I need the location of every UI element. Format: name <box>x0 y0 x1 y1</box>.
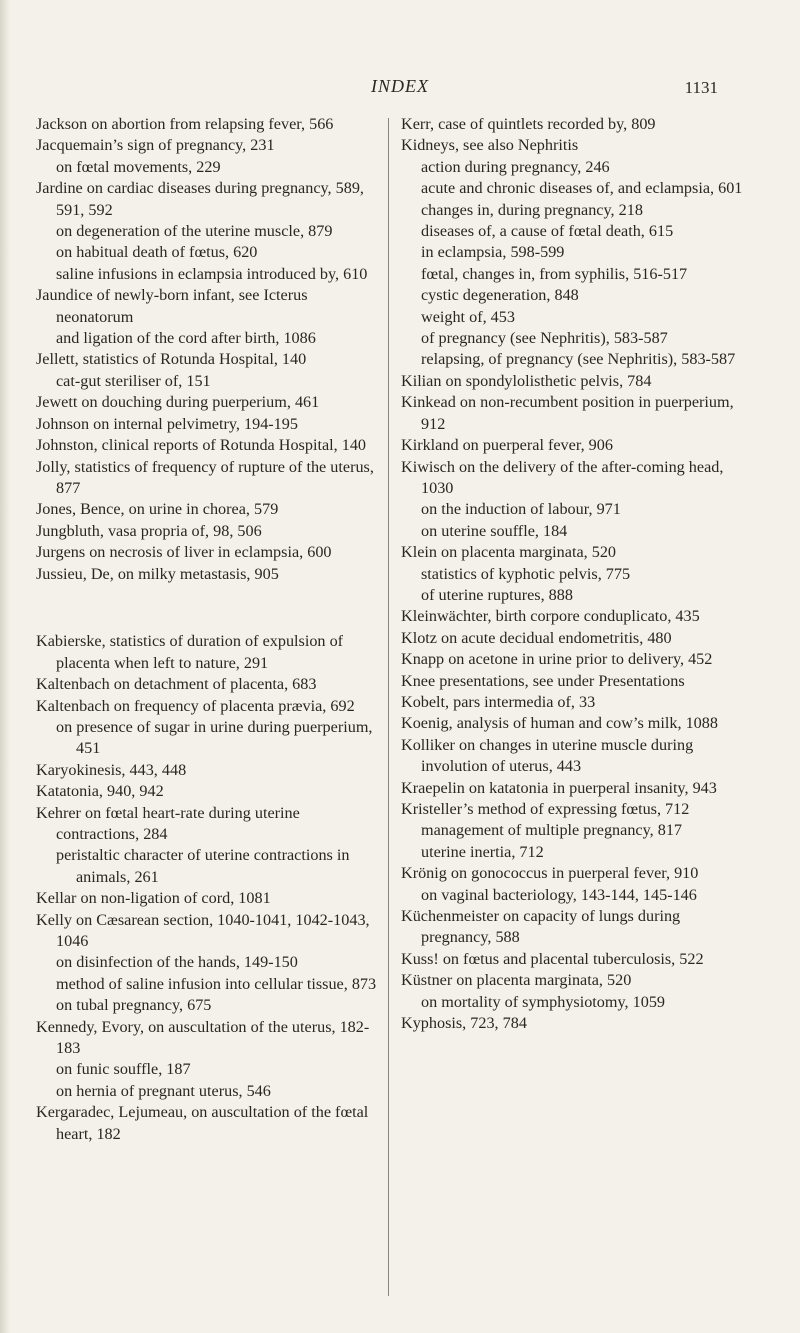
index-entry: Kidneys, see also Nephritis <box>401 136 579 155</box>
index-entry: Kennedy, Evory, on auscultation of the uterus, 182-183 <box>36 1017 370 1058</box>
index-entry: Karyokinesis, 443, 448 <box>36 760 187 779</box>
index-subentry: peristaltic character of uterine contractions in animals, 261 <box>56 846 350 886</box>
index-entry: Krönig on gonococcus in puerperal fever, 910 <box>401 864 699 883</box>
running-head: INDEX <box>371 76 429 96</box>
index-entry: Knapp on acetone in urine prior to delivery, 452 <box>401 650 713 669</box>
index-subentry: uterine inertia, 712 <box>421 842 544 861</box>
page-number: 1131 <box>684 78 718 97</box>
index-subentry: weight of, 453 <box>421 307 515 326</box>
index-entry: Katatonia, 940, 942 <box>36 782 164 801</box>
index-subentry: relapsing, of pregnancy (see Nephritis), 583-587 <box>421 350 736 369</box>
index-entry: Johnston, clinical reports of Rotunda Hospital, 140 <box>36 436 367 455</box>
index-subentry: on mortality of symphysiotomy, 1059 <box>421 992 666 1011</box>
index-subentry: on fœtal movements, 229 <box>56 157 221 176</box>
index-subentry: cystic degeneration, 848 <box>421 286 579 305</box>
index-subentry: action during pregnancy, 246 <box>421 157 610 176</box>
index-entry: Klein on placenta marginata, 520 <box>401 543 617 562</box>
column-divider <box>388 118 389 1296</box>
page-edge-shadow <box>0 0 10 1333</box>
index-subentry: on funic souffle, 187 <box>56 1060 191 1079</box>
index-subentry: method of saline infusion into cellular tissue, 873 <box>56 974 377 993</box>
index-subentry: on presence of sugar in urine during puerperium, 451 <box>56 717 373 758</box>
index-entry: Kilian on spondylolisthetic pelvis, 784 <box>401 371 652 390</box>
index-subentry: saline infusions in eclampsia introduced by, 610 <box>56 264 368 283</box>
index-entry: Jurgens on necrosis of liver in eclampsia, 600 <box>36 543 332 562</box>
index-subentry: statistics of kyphotic pelvis, 775 <box>421 564 631 583</box>
index-entry: Kaltenbach on detachment of placenta, 683 <box>36 675 317 694</box>
index-entry: Knee presentations, see under Presentations <box>401 671 685 690</box>
index-subentry: of pregnancy (see Nephritis), 583-587 <box>421 329 668 348</box>
index-column-right <box>401 114 753 1034</box>
index-entry: Kellar on non-ligation of cord, 1081 <box>36 889 271 908</box>
index-entry: Koenig, analysis of human and cow’s milk, 1088 <box>401 714 718 733</box>
index-entry: Jellett, statistics of Rotunda Hospital, 140 <box>36 350 307 369</box>
index-subentry: acute and chronic diseases of, and eclampsia, 601 <box>421 179 743 198</box>
index-subentry: management of multiple pregnancy, 817 <box>421 821 683 840</box>
index-entry: Jolly, statistics of frequency of rupture of the uterus, 877 <box>36 457 374 497</box>
index-subentry: on tubal pregnancy, 675 <box>56 996 212 1015</box>
index-entry: Küchenmeister on capacity of lungs during pregnancy, 588 <box>401 907 681 947</box>
index-entry: Kabierske, statistics of duration of expulsion of placenta when left to nature, 291 <box>36 632 344 672</box>
index-entry: Jussieu, De, on milky metastasis, 905 <box>36 564 279 583</box>
index-entry: Kehrer on fœtal heart-rate during uterine contractions, 284 <box>36 803 300 843</box>
index-entry: Kaltenbach on frequency of placenta prævia, 692 <box>36 696 355 715</box>
index-entry: Kirkland on puerperal fever, 906 <box>401 436 613 455</box>
index-entry: Küstner on placenta marginata, 520 <box>401 971 632 990</box>
index-subentry: fœtal, changes in, from syphilis, 516-517 <box>421 264 688 283</box>
page-header <box>0 76 800 100</box>
index-subentry: in eclampsia, 598-599 <box>421 243 565 262</box>
index-entry: Jackson on abortion from relapsing fever, 566 <box>36 115 334 133</box>
index-entry: Jewett on douching during puerperium, 461 <box>36 393 320 412</box>
index-subentry: changes in, during pregnancy, 218 <box>421 200 643 219</box>
letter-section-gap <box>36 601 381 615</box>
index-subentry: and ligation of the cord after birth, 1086 <box>56 329 316 348</box>
index-entry: Kobelt, pars intermedia of, 33 <box>401 692 596 711</box>
index-subentry: on disinfection of the hands, 149-150 <box>56 953 298 972</box>
index-subentry: on the induction of labour, 971 <box>421 500 621 519</box>
index-subentry: diseases of, a cause of fœtal death, 615 <box>421 222 674 241</box>
index-entry: Jungbluth, vasa propria of, 98, 506 <box>36 521 262 540</box>
index-column-left <box>36 114 381 1145</box>
index-entry: Johnson on internal pelvimetry, 194-195 <box>36 414 298 433</box>
index-entry: Jaundice of newly-born infant, see Icterus neonatorum <box>36 286 308 326</box>
index-entry: Klotz on acute decidual endometritis, 480 <box>401 628 672 647</box>
index-entry: Jones, Bence, on urine in chorea, 579 <box>36 500 279 519</box>
index-entry: Kerr, case of quintlets recorded by, 809 <box>401 115 656 133</box>
index-subentry: on vaginal bacteriology, 143-144, 145-146 <box>421 885 697 904</box>
index-subentry: cat-gut steriliser of, 151 <box>56 371 211 390</box>
index-entry: Kyphosis, 723, 784 <box>401 1014 527 1033</box>
index-entry: Kolliker on changes in uterine muscle during involution of uterus, 443 <box>401 735 694 776</box>
index-entry: Kelly on Cæsarean section, 1040-1041, 1042-1043, 1046 <box>36 910 370 950</box>
index-entry: Jacquemain’s sign of pregnancy, 231 <box>36 136 275 155</box>
index-entry: Jardine on cardiac diseases during pregnancy, 589, 591, 592 <box>36 179 364 219</box>
index-entry: Kiwisch on the delivery of the after-coming head, 1030 <box>401 457 724 497</box>
index-entry: Kristeller’s method of expressing fœtus, 712 <box>401 800 690 818</box>
index-subentry: on habitual death of fœtus, 620 <box>56 243 258 262</box>
index-entry: Kraepelin on katatonia in puerperal insanity, 943 <box>401 778 717 797</box>
index-entry: Kleinwächter, birth corpore conduplicato, 435 <box>401 607 700 626</box>
index-entry: Kergaradec, Lejumeau, on auscultation of the fœtal heart, 182 <box>36 1103 369 1143</box>
index-subentry: on degeneration of the uterine muscle, 879 <box>56 222 333 241</box>
index-entry: Kuss! on fœtus and placental tuberculosis, 522 <box>401 949 704 968</box>
index-entry: Kinkead on non-recumbent position in puerperium, 912 <box>401 393 734 433</box>
index-subentry: on uterine souffle, 184 <box>421 521 568 540</box>
index-subentry: of uterine ruptures, 888 <box>421 585 573 604</box>
index-subentry: on hernia of pregnant uterus, 546 <box>56 1081 271 1100</box>
